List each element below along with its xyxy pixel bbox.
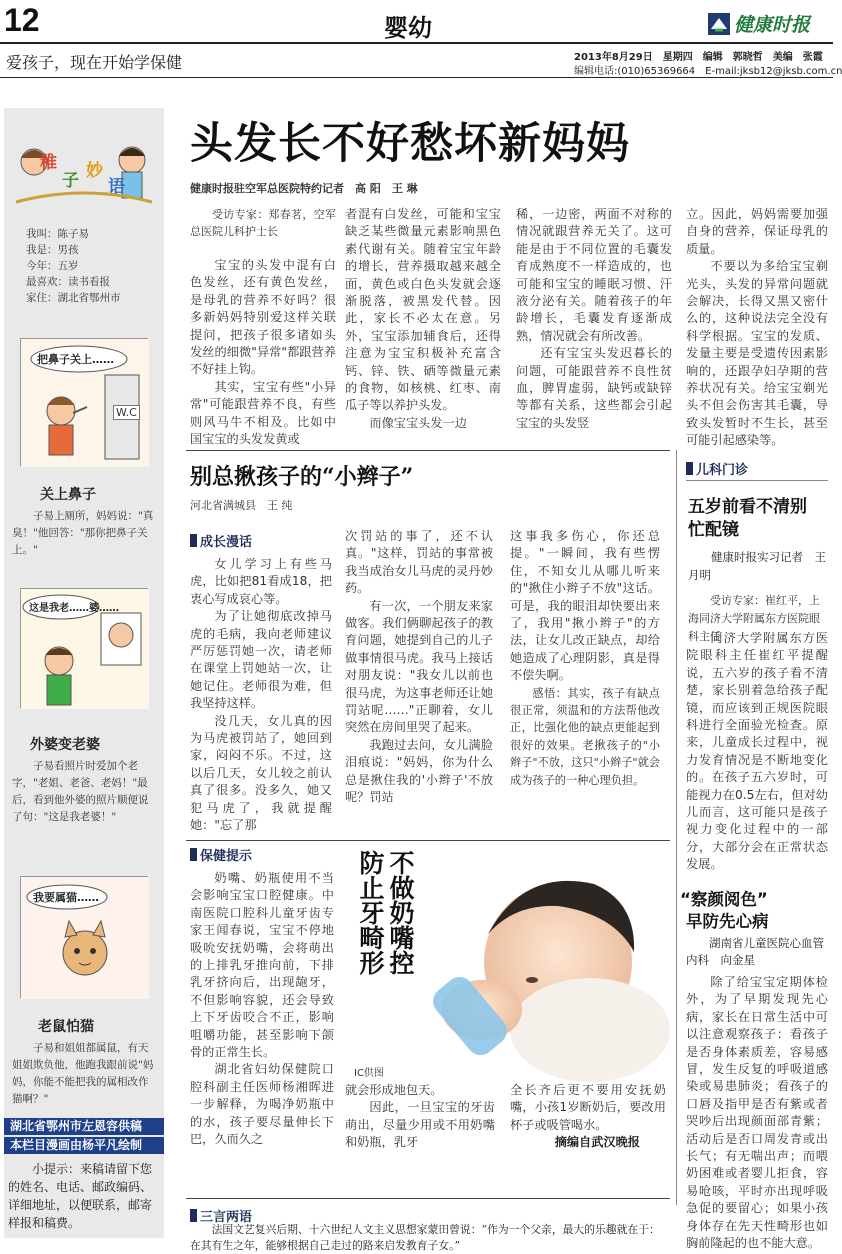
profile-line: 我是：男孩: [26, 244, 79, 256]
comic-text-3: 子易和姐姐都属鼠，有天姐姐欺负他，他跑我跟前说"妈妈，你能不能把我的属相改作猫啊？": [12, 1042, 154, 1105]
article2-section-label: [190, 531, 252, 550]
paragraph: 而像宝宝头发一边: [369, 415, 467, 430]
article3-section-label: [190, 845, 252, 864]
comic-panel-3: [20, 876, 148, 998]
comic-title-2: 外婆变老婆: [30, 737, 100, 753]
paragraph: 次罚站的事了，还不认真。"这样，罚站的事常被我当成治女儿马虎的灵丹妙药。: [345, 529, 493, 596]
paragraph: 立。因此，妈妈需要加强自身的营养，保证母乳的质量。: [686, 207, 828, 256]
paragraph: 奶嘴、奶瓶使用不当会影响宝宝口腔健康。中南医院口腔科儿童牙齿专家王闻春说，宝宝不停地吸吮安抚奶嘴，会将萌出的上排乳牙推向前，下排乳牙挤向后，出现龅牙，不但影响容貌，还会导致上下牙齿咬合不正，影响咀嚼功能，甚至影响下颌骨的正常生长。: [190, 871, 334, 1060]
profile-line: 今年：五岁: [26, 260, 79, 272]
section-marker-icon: [190, 848, 197, 861]
paragraph: 没几天，女儿真的因为马虎被罚站了，她回到家，闷闷不乐。不过，这以后几天，女儿较之前认真了很多。没多久，她又犯马虎了，我就提醒她："忘了那: [190, 713, 332, 833]
article2-byline: 河北省满城县 王 纯: [190, 499, 293, 512]
right-article-b-title-2: 早防先心病: [686, 912, 769, 931]
sidebar-credit-1: 湖北省鄂州市左恩容供稿: [4, 1118, 164, 1135]
section-name: 婴幼: [384, 13, 432, 42]
paragraph: 除了给宝宝定期体检外，为了早期发现先心病，家长在日常生活中可以注意观察孩子：看孩子是否身体素质差，容易感冒，发生反复的呼吸道感染或易患肺炎；看孩子的口唇及指甲是否有紫或者哭吵后出现颜面部青紫；活动后是否口周发青或出长气；有无喘出声；而喂奶困难或者婴儿拒食，容易呛咳，平时亦出现呼吸急促的要留心；如果小孩身体存在先天性畸形也如胸前隆起的也不能大意。: [686, 975, 828, 1251]
section-marker-icon: [190, 1209, 197, 1222]
right-article-a-expert: 受访专家：崔红平，上海同济大学附属东方医院眼科主任: [688, 594, 820, 643]
article1-col-3: [516, 206, 672, 432]
header-rule-top: [0, 42, 833, 44]
article2-col-2: [345, 528, 493, 807]
comic-bubble-1: 把鼻子关上……: [37, 353, 114, 366]
paragraph: 我跑过去问，女儿满脸泪痕说："妈妈，你为什么总是揪住我的'小辫子'不放呢？罚站: [345, 737, 493, 805]
paragraph: 因此，一旦宝宝的牙齿萌出，尽量少用或不用奶嘴和奶瓶，乳牙: [345, 1100, 495, 1150]
article1-title: 头发长不好愁坏新妈妈: [190, 119, 630, 169]
article2-col-3: [510, 528, 660, 789]
article3-col-1: [190, 870, 334, 1149]
article2-section-text: 成长漫话: [200, 535, 253, 550]
article2-col-1: [190, 556, 332, 835]
paragraph: 还有宝宝头发迟暮长的问题，可能跟营养不良性贫血，脾胃虚弱，缺钙或缺锌等都有关系，这些都会引起宝宝的头发竖: [516, 346, 672, 430]
paragraph: 其实，宝宝有些"小异常"可能跟营养不良，有些则风马牛不相及。比如中国宝宝的头发发黄或: [190, 379, 336, 447]
right-article-a-byline: 健康时报实习记者 王月明: [688, 550, 826, 582]
paragraph: 有一次，一个朋友来家做客。我们俩聊起孩子的教育问题，她提到自己的儿子做事情很马虎。我马上接话对朋友说："我女儿以前也很马虎，为这事老师还让她罚站呢……"正聊着，女儿突然在房间里哭了起来。: [345, 598, 493, 735]
logo: [708, 10, 810, 37]
article3-source: 摘编自武汉晚报: [554, 1135, 640, 1150]
paragraph: 湖北省妇幼保健院口腔科副主任医师杨湘晖进一步解释，为喝净奶瓶中的水，孩子要尽量伸长下巴，久而久之: [190, 1062, 334, 1147]
logo-text: 健康时报: [734, 14, 811, 36]
comic-bubble-2: 这是我老……婆……: [29, 603, 119, 614]
header-rule-bottom: [0, 77, 833, 78]
article1-byline: 健康时报驻空军总医院特约记者 高 阳 王 琳: [190, 182, 418, 195]
profile-line: 家住：湖北省鄂州市: [26, 292, 121, 304]
right-article-b-title-1: “察颜阅色”: [680, 890, 768, 909]
article3-title-line-2: 防止牙畸形: [356, 850, 385, 975]
article2-title: 别总揪孩子的“小辫子”: [190, 464, 414, 490]
sidebar-tip: 小提示：来稿请留下您的姓名、电话、邮政编码、详细地址，以便联系，邮寄样报和稿费。: [8, 1162, 153, 1230]
profile-line: 我叫：陈子易: [26, 228, 89, 240]
paragraph: 同济大学附属东方医院眼科主任崔红平提醒说，五六岁的孩子看不清楚，家长别着急给孩子配镜，而应该到正规医院眼科进行全面验光检查。原来，儿童成长过程中，视力发育情况是不断地变化的。在孩子五六岁时，可能视力在0.5左右，但对幼儿而言，这可能只是孩子视力变化过程中的一部分，大部分会在正常状态发展。: [686, 631, 828, 872]
divider: [186, 450, 670, 451]
page-number: 12: [4, 2, 40, 38]
paragraph: 者混有白发丝，可能和宝宝缺乏某些微量元素影响黑色素代谢有关。随着宝宝年龄的增长，营养摄取越来越全面，黄色或白色头发就会逐渐脱落，被黑发代替。因此，家长不必太在意。另外，宝宝添加辅食后，还得注意为宝宝积极补充富含钙、锌、铁、硒等微量元素的食物，如核桃、红枣、南瓜子等以养护头发。: [345, 207, 501, 413]
right-article-a-body: [686, 630, 828, 874]
article1-col-4: [686, 206, 828, 450]
date-line: 2013年8月29日 星期四 编辑 郭晓哲 美编 张霞: [574, 52, 823, 63]
article1-col-1: [190, 206, 336, 448]
paragraph: 女儿学习上有些马虎，比如把81看成18，把衷心写成哀心等。: [190, 557, 332, 606]
article3-section-text: 保健提示: [200, 849, 253, 864]
article1-col-2: [345, 206, 501, 432]
section-marker-icon: [190, 534, 197, 547]
article1-expert: 受访专家：郑春茗，空军总医院儿科护士长: [190, 208, 336, 238]
sidebar-credit-2: 本栏目漫画由杨平凡绘制: [4, 1137, 164, 1154]
paragraph: 就会形成地包天。: [345, 1083, 443, 1097]
article3-col-2: [345, 1082, 495, 1152]
comic-text-1: 子易上厕所，妈妈说："真臭！"他回答："那你把鼻子关上。": [12, 510, 154, 556]
divider: [686, 480, 828, 481]
paragraph: 稀，一边密，两面不对称的情况就跟营养无关了。这可能是由于不同位置的毛囊发育成熟度不一样造成的，也可能和宝宝的睡眠习惯、汗液分泌有关。随着孩子的年龄增长，毛囊发育逐渐成熟，情况就会有所改善。: [516, 207, 672, 343]
article2-comment: 感悟：其实，孩子有缺点很正常，须温和的方法帮他改正，比强化他的缺点更能起到很好的效果。老揪孩子的"小辫子"不放，这只"小辫子"就会成为孩子的一种心理负担。: [510, 686, 660, 787]
column-title-char-3: 妙: [86, 161, 103, 181]
comic-panel-1: [20, 338, 148, 466]
column-title-char-2: 子: [62, 171, 79, 191]
article3-col-3: [510, 1082, 666, 1152]
comic-panel-2: [20, 588, 148, 708]
divider: [186, 1198, 670, 1199]
photo-credit: IC供图: [354, 1068, 384, 1079]
profile-line: 最喜欢：读书看报: [26, 276, 110, 288]
slogan: 爱孩子，现在开始学保健: [6, 53, 183, 72]
right-section-text: 儿科门诊: [696, 463, 749, 478]
sidebar-column-title: [36, 148, 136, 208]
logo-icon: [708, 13, 730, 35]
profile-card: [26, 226, 156, 306]
right-section-label: [686, 459, 748, 478]
paragraph: 全长齐后更不要用安抚奶嘴，小孩1岁断奶后，要改用杯子或吸管喝水。: [510, 1083, 666, 1132]
right-column-separator: [676, 450, 677, 1205]
article3-title-line-1: 不做奶嘴控: [386, 850, 415, 975]
contact-line: 编辑电话:(010)65369664 E-mail:jksb12@jksb.com.cn: [574, 66, 842, 77]
footer-section-text: 三言两语: [200, 1210, 253, 1225]
comic-title-1: 关上鼻子: [40, 487, 96, 503]
paragraph: 不要以为多给宝宝剃光头，头发的异常问题就会解决，长得又黑又密什么的，这种说法完全没有科学根据。宝宝的发质、发量主要是受遗传因素影响的，还跟孕妇孕期的营养状况有关。给宝宝剃光头不但会伤害其毛囊，导致头发暂时不生长，甚至可能引起感染等。: [686, 259, 828, 448]
footer-quote: 法国文艺复兴后期、十六世纪人文主义思想家蒙田曾说：“作为一个父亲，最大的乐趣就在于：在其有生之年，能够根据自己走过的路来启发教育子女。”: [190, 1223, 660, 1252]
section-marker-icon: [686, 462, 693, 475]
paragraph: 宝宝的头发中混有白色发丝，还有黄色发丝，是母乳的营养不好吗？很多新妈妈特别爱这样关联提问，把孩子很多诸如头发丝的细微"异常"都跟营养不好挂上钩。: [190, 258, 336, 377]
comic-title-3: 老鼠怕猫: [38, 1019, 94, 1035]
comic-bubble-3: 我要属猫……: [33, 891, 99, 904]
paragraph: 这事我多伤心，你还总提。"一瞬间，我有些愣住，不知女儿从哪儿听来的"揪住小辫子不放"这话。可是，我的眼泪却快要出来了，我用"揪小辫子"的方法，让女儿改正缺点，却给她造成了心理阴影，真是得不偿失啊。: [510, 529, 660, 683]
door-sign: W.C: [113, 405, 140, 420]
column-title-char-4: 语: [108, 177, 125, 197]
divider: [186, 840, 670, 841]
paragraph: 为了让她彻底改掉马虎的毛病，我向老师建议严厉惩罚她一次，请老师在课堂上罚她站一次，让她记住。老师很为难，但我坚持这样。: [190, 609, 332, 711]
right-article-b-body: [686, 974, 828, 1253]
comic-text-2: 子易看照片时爱加个老字，"老姐、老爸、老妈！"最后，看到他外婆的照片顺便说了句："这是我老婆！": [12, 760, 149, 823]
right-article-b-byline: 湖南省儿童医院心血管内科 向金星: [686, 936, 824, 967]
column-title-char-1: 稚: [40, 153, 57, 173]
right-article-a-title: 五岁前看不清别忙配镜: [688, 497, 807, 540]
